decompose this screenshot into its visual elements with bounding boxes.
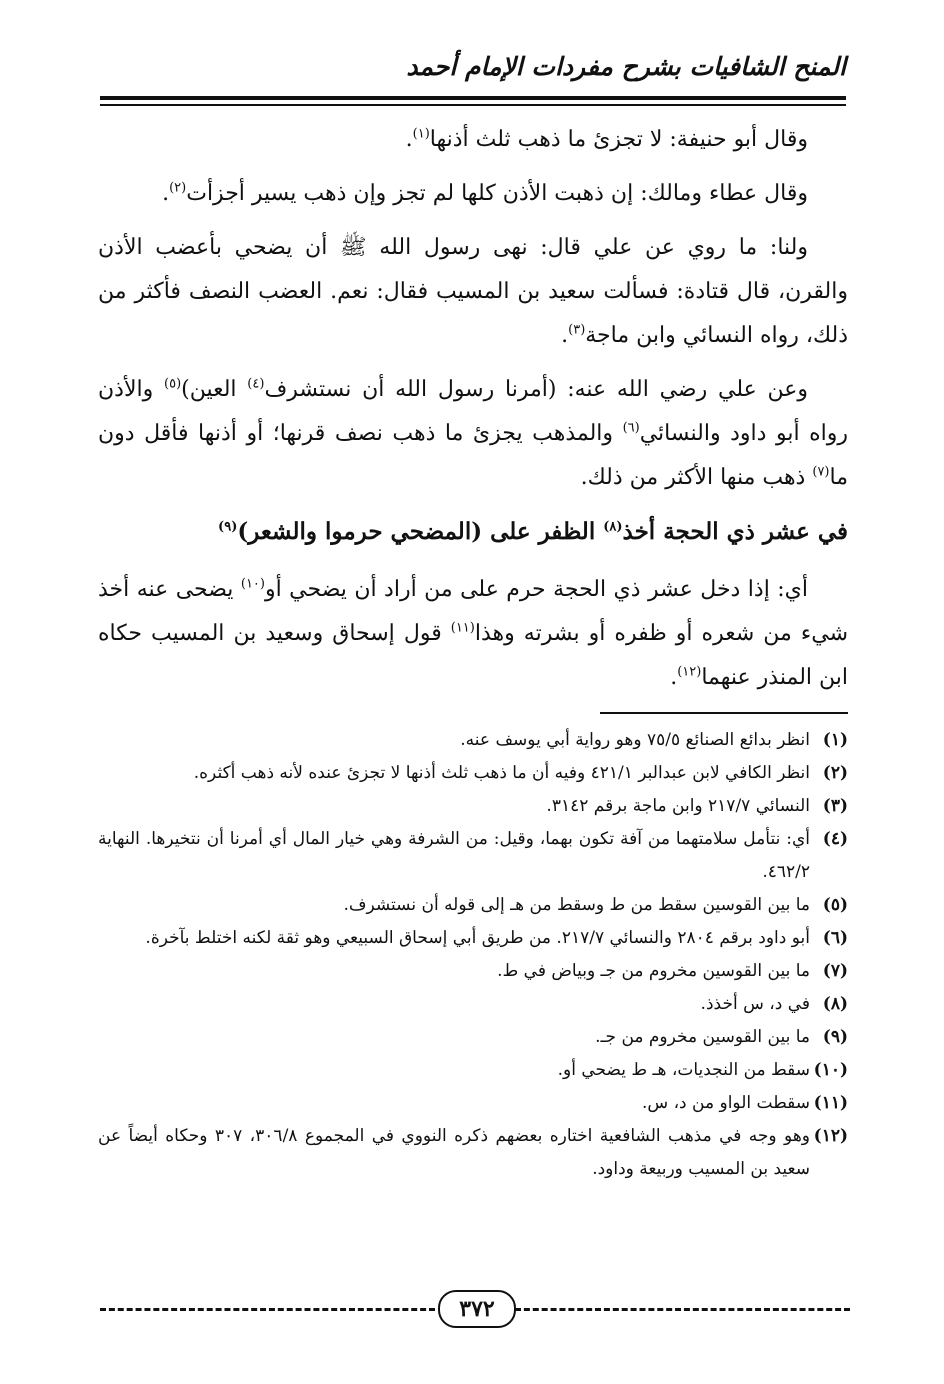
paragraph-abu-hanifa: وقال أبو حنيفة: لا تجزئ ما ذهب ثلث أذنها$^{(١)}$. — [405, 126, 808, 152]
paragraph-ali-hadith: وعن علي رضي الله عنه: (أمرنا رسول الله أن نستشرف$^{(٤)}$ العين)$^{(٥)}$ والأذن رواه أبو داود والنسائي$^{(٦)}$ والمذهب يجزئ ما ذهب نصف قرنها؛ أو أذنها فأقل دون ما$^{(٧)}$ ذهب منها الأكثر من ذلك. — [98, 376, 848, 490]
footnote: (٦) أبو داود برقم ٢٨٠٤ والنسائي ٢١٧/٧. من طريق أبي إسحاق السبيعي وهو ثقة لكنه اختلط بآخرة. — [145, 928, 848, 948]
footnote: (٩) ما بين القوسين مخروم من جـ. — [595, 1027, 848, 1047]
footer-ornament-left — [100, 1308, 435, 1313]
main-text — [98, 118, 848, 710]
footnote-ref: (٥) — [164, 376, 182, 392]
running-header-title: المنح الشافيات بشرح مفردات الإمام أحمد — [406, 52, 846, 81]
footnote: (٨) في د، س أخذذ. — [700, 994, 848, 1014]
footnotes — [98, 724, 848, 1186]
footnote-ref: (١) — [412, 126, 430, 142]
footnote: (١١) سقطت الواو من د، س. — [642, 1093, 848, 1113]
footnote: (١) انظر بدائع الصنائع ٧٥/٥ وهو رواية أبي يوسف عنه. — [460, 730, 848, 750]
footnote-ref: (١٠) — [240, 576, 265, 592]
verse-heading: في عشر ذي الحجة أخذ$^{(٨)}$ الظفر على (المضحي حرموا والشعر)$^{(٩)}$ — [218, 518, 848, 545]
footnote-ref: (٦) — [622, 420, 640, 436]
paragraph-ata-malik: وقال عطاء ومالك: إن ذهبت الأذن كلها لم تجز وإن ذهب يسير أجزأت$^{(٢)}$. — [162, 180, 808, 206]
header-rule-thin — [100, 104, 846, 106]
paragraph-evidence: ولنا: ما روي عن علي قال: نهى رسول الله ﷺ أن يضحي بأعضب الأذن والقرن، قال قتادة: فسألت سعيد بن المسيب فقال: نعم. العضب النصف فأكثر من ذلك، رواه النسائي وابن ماجة$^{(٣)}$. — [98, 235, 848, 348]
footnote: (٧) ما بين القوسين مخروم من جـ وبياض في ط. — [497, 961, 848, 981]
paragraph-explanation: أي: إذا دخل عشر ذي الحجة حرم على من أراد أن يضحي أو$^{(١٠)}$ يضحى عنه أخذ شيء من شعره أو ظفره أو بشرته وهذا$^{(١١)}$ قول إسحاق وسعيد بن المسيب حكاه ابن المنذر عنهما$^{(١٢)}$. — [98, 576, 848, 690]
footnote: (١٢) وهو وجه في مذهب الشافعية اختاره بعضهم ذكره النووي في المجموع ٣٠٦/٨، ٣٠٧ وحكاه أيضاً عن سعيد بن المسيب وربيعة وداود. — [98, 1126, 848, 1179]
footnote-ref: (٤) — [247, 376, 265, 392]
footnote: (٢) انظر الكافي لابن عبدالبر ٤٢١/١ وفيه أن ما ذهب ثلث أذنها لا تجزئ عنده لأنه ذهب أكثره. — [193, 763, 848, 783]
footer-ornament-right — [515, 1308, 850, 1313]
footnote-separator — [600, 712, 848, 714]
footnote: (٣) النسائي ٢١٧/٧ وابن ماجة برقم ٣١٤٢. — [546, 796, 848, 816]
footnote-ref: (٢) — [169, 180, 187, 196]
footnote-ref: (٨) — [603, 519, 623, 535]
footnote-ref: (١١) — [450, 620, 475, 636]
footnote: (٥) ما بين القوسين سقط من ط وسقط من هـ إلى قوله أن نستشرف. — [343, 895, 848, 915]
footnote-ref: (٣) — [568, 322, 586, 338]
footnote: (٤) أي: نتأمل سلامتهما من آفة تكون بهما، وقيل: من الشرفة وهي خيار المال أي أمرنا أن نتخيرها. النهاية ٤٦٢/٢. — [98, 829, 848, 882]
header-rule-thick — [100, 96, 846, 100]
page-number: ٣٧٢ — [438, 1290, 516, 1328]
footnote-ref: (٧) — [812, 464, 830, 480]
footnote: (١٠) سقط من النجديات، هـ ط يضحي أو. — [557, 1060, 848, 1080]
page-footer — [100, 1290, 850, 1330]
footnote-ref: (٩) — [218, 519, 238, 535]
footnote-ref: (١٢) — [677, 664, 702, 680]
